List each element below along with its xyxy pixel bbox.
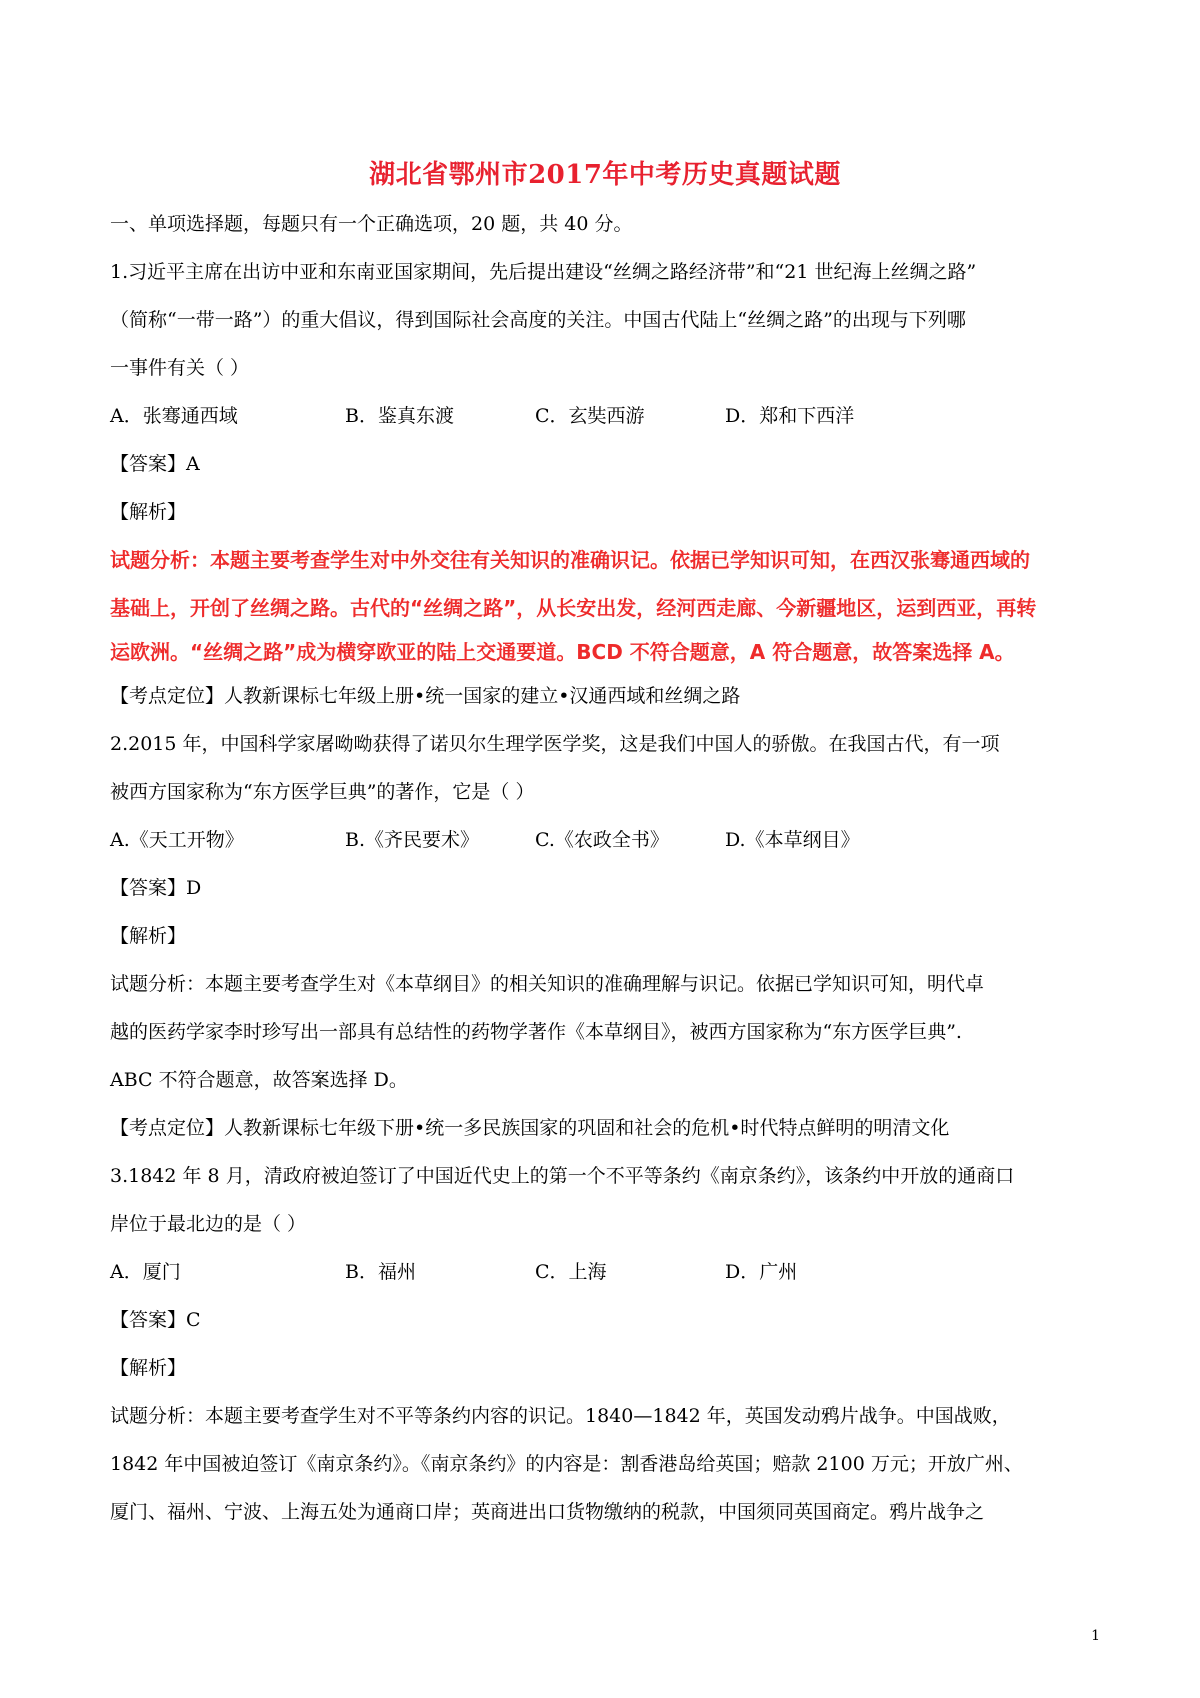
option-b: B.《齐民要术》 [345,829,480,851]
page-number: 1 [1091,1628,1100,1644]
knowledge-point: 【考点定位】人教新课标七年级下册•统一多民族国家的巩固和社会的危机•时代特点鲜明的明清文化 [110,1117,950,1139]
option-b: B．福州 [345,1261,416,1283]
analysis-line: ABC 不符合题意，故答案选择 D。 [110,1069,408,1091]
answer-label: 【答案】C [110,1309,201,1331]
answer-options [110,1248,1100,1296]
analysis-label: 【解析】 [110,1357,187,1379]
option-a: A.《天工开物》 [110,829,244,851]
question-stem-line: 3.1842 年 8 月，清政府被迫签订了中国近代史上的第一个不平等条约《南京条约》，该条约中开放的通商口 [110,1165,1015,1187]
question-stem-line: 2.2015 年，中国科学家屠呦呦获得了诺贝尔生理学医学奖，这是我们中国人的骄傲。在我国古代，有一项 [110,733,1000,755]
question-stem-line: 1.习近平主席在出访中亚和东南亚国家期间，先后提出建设“丝绸之路经济带”和“21 世纪海上丝绸之路” [110,261,977,283]
question-2 [110,720,1100,1152]
analysis-line: 厦门、福州、宁波、上海五处为通商口岸；英商进出口货物缴纳的税款，中国须同英国商定。鸦片战争之 [110,1501,985,1523]
answer-label: 【答案】D [110,877,202,899]
option-d: D．广州 [725,1261,798,1283]
option-d: D．郑和下西洋 [725,405,855,427]
answer-options [110,392,1100,440]
option-c: C．玄奘西游 [535,405,645,427]
page-title: 湖北省鄂州市2017年中考历史真题试题 [369,160,841,190]
answer-options [110,816,1100,864]
page-content [110,150,1100,1536]
question-stem-line: 被西方国家称为“东方医学巨典”的著作，它是（ ） [110,781,535,803]
option-a: A．厦门 [110,1261,181,1283]
analysis-line: 1842 年中国被迫签订《南京条约》。《南京条约》的内容是：割香港岛给英国；赔款 2100 万元；开放广州、 [110,1453,1023,1475]
question-stem-line: 一事件有关（ ） [110,357,250,379]
analysis-line-highlighted: 试题分析：本题主要考查学生对中外交往有关知识的准确识记。依据已学知识可知，在西汉张骞通西域的 [110,548,1030,572]
analysis-line: 试题分析：本题主要考查学生对不平等条约内容的识记。1840—1842 年，英国发动鸦片战争。中国战败， [110,1405,1011,1427]
answer-label: 【答案】A [110,453,200,475]
analysis-line: 越的医药学家李时珍写出一部具有总结性的药物学著作《本草纲目》，被西方国家称为“东方医学巨典”. [110,1021,962,1043]
question-stem-line: 岸位于最北边的是（ ） [110,1213,307,1235]
analysis-line-highlighted: 运欧洲。“丝绸之路”成为横穿欧亚的陆上交通要道。BCD 不符合题意，A 符合题意，故答案选择 A。 [110,640,1015,664]
question-stem-line: （简称“一带一路”）的重大倡议，得到国际社会高度的关注。中国古代陆上“丝绸之路”的出现与下列哪 [110,309,966,331]
analysis-label: 【解析】 [110,925,187,947]
option-a: A．张骞通西域 [110,405,238,427]
option-b: B．鉴真东渡 [345,405,454,427]
section-heading: 一、单项选择题，每题只有一个正确选项，20 题，共 40 分。 [110,213,633,235]
option-d: D.《本草纲目》 [725,829,860,851]
analysis-line: 试题分析：本题主要考查学生对《本草纲目》的相关知识的准确理解与识记。依据已学知识可知，明代卓 [110,973,985,995]
analysis-line-highlighted: 基础上，开创了丝绸之路。古代的“丝绸之路”，从长安出发，经河西走廊、今新疆地区，运到西亚，再转 [110,596,1037,620]
question-3 [110,1152,1100,1536]
analysis-label: 【解析】 [110,501,187,523]
knowledge-point: 【考点定位】人教新课标七年级上册•统一国家的建立•汉通西域和丝绸之路 [110,685,741,707]
option-c: C.《农政全书》 [535,829,669,851]
option-c: C．上海 [535,1261,607,1283]
question-1 [110,248,1100,720]
